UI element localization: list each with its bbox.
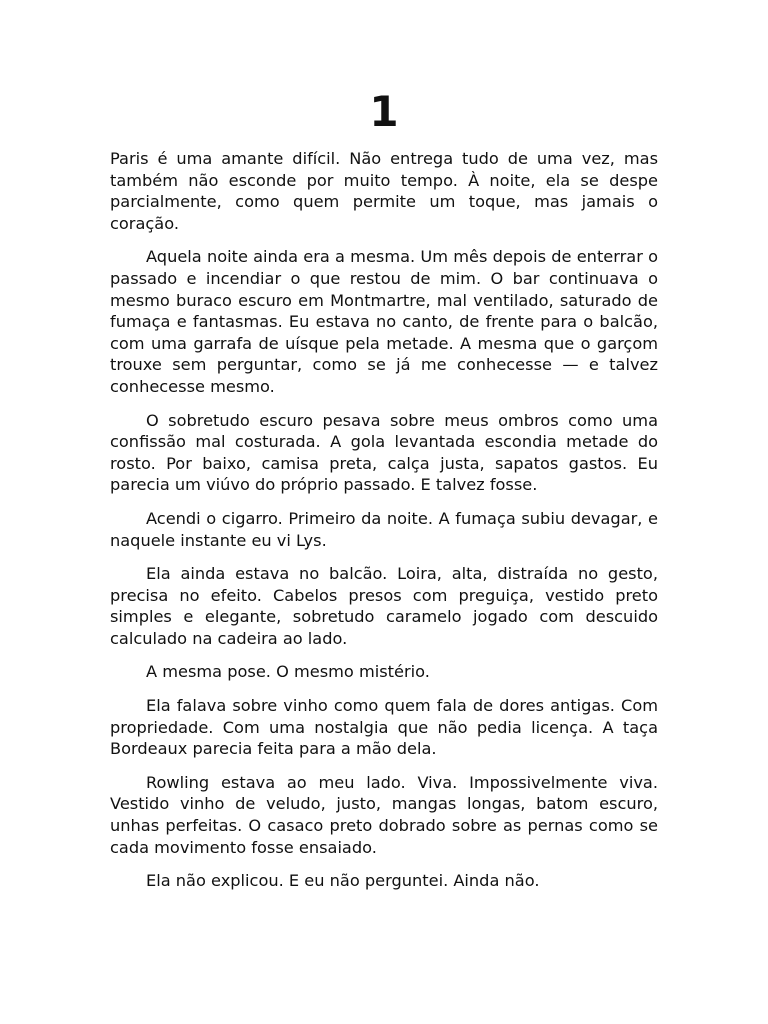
paragraph: Ela falava sobre vinho como quem fala de dores antigas. Com propriedade. Com uma nostalgia que não pedia licença. A taça Bordeaux parecia feita para a mão dela. xyxy=(110,696,658,759)
paragraph: Rowling estava ao meu lado. Viva. Impossivelmente viva. Vestido vinho de veludo, justo, mangas longas, batom escuro, unhas perfeitas. O casaco preto dobrado sobre as pernas como se cada movimento fosse ensaiado. xyxy=(110,772,658,857)
chapter-number: 1 xyxy=(369,87,399,136)
paragraph: A mesma pose. O mesmo mistério. xyxy=(146,662,430,682)
paragraph: Ela ainda estava no balcão. Loira, alta, distraída no gesto, precisa no efeito. Cabelos presos com preguiça, vestido preto simples e elegante, sobretudo caramelo jogado com descuido calculado na cadeira ao lado. xyxy=(110,564,658,648)
paragraph: Paris é uma amante difícil. Não entrega tudo de uma vez, mas também não esconde por muito tempo. À noite, ela se despe parcialmente, como quem permite um toque, mas jamais o coração. xyxy=(110,149,658,233)
paragraph: Ela não explicou. E eu não perguntei. Ainda não. xyxy=(146,871,540,891)
paragraph: Acendi o cigarro. Primeiro da noite. A fumaça subiu devagar, e naquele instante eu vi Lys. xyxy=(110,508,658,550)
paragraph: O sobretudo escuro pesava sobre meus ombros como uma confissão mal costurada. A gola levantada escondia metade do rosto. Por baixo, camisa preta, calça justa, sapatos gastos. Eu parecia um viúvo do próprio passado. E talvez fosse. xyxy=(110,410,658,495)
paragraph: Aquela noite ainda era a mesma. Um mês depois de enterrar o passado e incendiar o que restou de mim. O bar continuava o mesmo buraco escuro em Montmartre, mal ventilado, saturado de fumaça e fantasmas. Eu estava no canto, de frente para o balcão, com uma garrafa de uísque pela metade. A mesma que o garçom trouxe sem perguntar, como se já me conhecesse — e talvez conhecesse mesmo. xyxy=(110,247,658,396)
